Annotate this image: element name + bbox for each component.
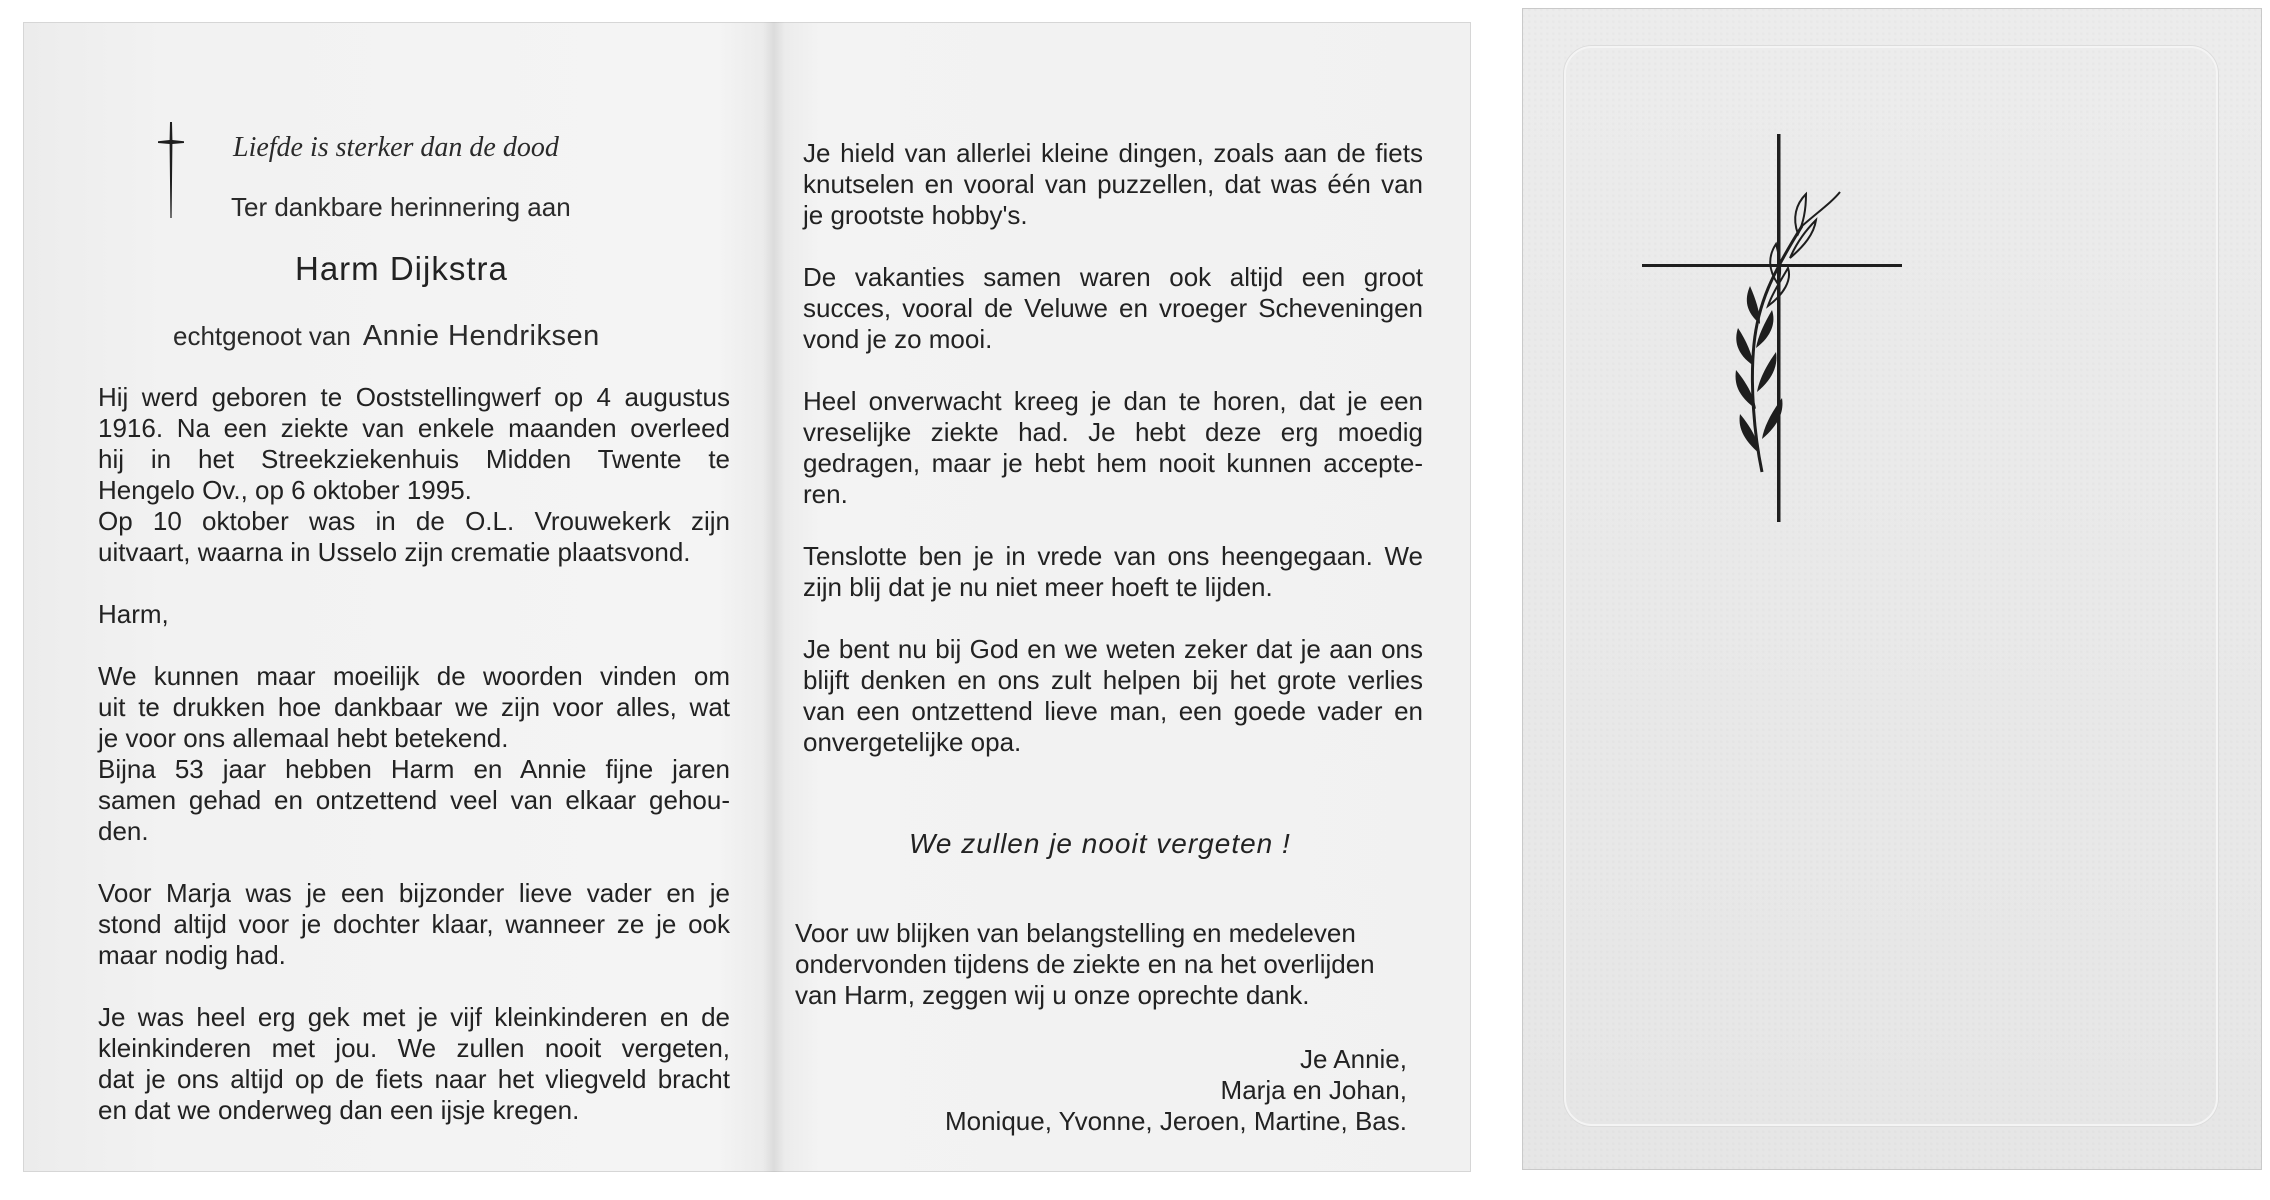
text-line: vreselijke ziekte had. Je hebt deze erg moedig: [803, 417, 1423, 447]
text-line: knutselen en vooral van puzzellen, dat was één van: [803, 169, 1423, 199]
text-line: Voor Marja was je een bijzonder lieve vader en je: [98, 878, 730, 908]
text-line: den.: [98, 816, 149, 846]
paragraph: [98, 1002, 730, 1126]
spouse-label: echtgenoot van: [173, 321, 351, 351]
signature-line: Je Annie,: [1300, 1044, 1407, 1074]
text-line: van een ontzettend lieve man, een goede vader en: [803, 696, 1423, 726]
text-line: gedragen, maar je hebt hem nooit kunnen accepte-: [803, 448, 1423, 478]
paragraph: [803, 262, 1423, 355]
text-line: hij in het Streekziekenhuis Midden Twente te: [98, 444, 730, 474]
text-line: Hij werd geboren te Ooststellingwerf op 4 augustus: [98, 382, 730, 412]
text-line: Hengelo Ov., op 6 oktober 1995.: [98, 475, 472, 505]
text-line: blijft denken en ons zult helpen bij het grote verlies: [803, 665, 1423, 695]
text-line: Je was heel erg gek met je vijf kleinkinderen en de: [98, 1002, 730, 1032]
text-line: je grootste hobby's.: [803, 200, 1028, 230]
text-line: We kunnen maar moeilijk de woorden vinden om: [98, 661, 730, 691]
text-line: Bijna 53 jaar hebben Harm en Annie fijne jaren: [98, 754, 730, 784]
paragraph: [803, 138, 1423, 231]
paragraph: [98, 878, 730, 971]
text-line: Je bent nu bij God en we weten zeker dat je aan ons: [803, 634, 1423, 664]
signature-line: Monique, Yvonne, Jeroen, Martine, Bas.: [944, 1106, 1407, 1136]
text-line: samen gehad en ontzettend veel van elkaar gehou-: [98, 785, 730, 815]
text-line: Tenslotte ben je in vrede van ons heengegaan. We: [803, 541, 1423, 571]
center-fold: [763, 22, 785, 1172]
text-line: 1916. Na een ziekte van enkele maanden overleed: [98, 413, 730, 443]
text-line: Heel onverwacht kreeg je dan te horen, dat je een: [803, 386, 1423, 416]
text-line: Je hield van allerlei kleine dingen, zoals aan de fiets: [803, 138, 1423, 168]
signature-line: Marja en Johan,: [1220, 1075, 1407, 1105]
text-line: je voor ons allemaal hebt betekend.: [98, 723, 509, 753]
text-line: van Harm, zeggen wij u onze oprechte dank.: [795, 980, 1310, 1010]
paragraph: [803, 634, 1423, 758]
latin-cross-icon: [151, 122, 191, 218]
text-line: zijn blij dat je nu niet meer hoeft te lijden.: [803, 572, 1273, 602]
text-line: uitvaart, waarna in Usselo zijn crematie plaatsvond.: [98, 537, 691, 567]
text-line: stond altijd voor je dochter klaar, wanneer ze je ook: [98, 909, 730, 939]
text-line: De vakanties samen waren ook altijd een groot: [803, 262, 1423, 292]
right-inner-page: [785, 22, 1471, 1172]
text-line: succes, vooral de Veluwe en vroeger Scheveningen: [803, 293, 1423, 323]
spouse-line: [173, 320, 600, 353]
memorial-card-front-cover: [1522, 8, 2262, 1170]
text-line: ondervonden tijdens de ziekte en na het overlijden: [795, 949, 1375, 979]
biography-text: [98, 382, 730, 1157]
cross-with-olive-branch-icon: [1642, 134, 1902, 522]
family-signature: [945, 1044, 1407, 1137]
text-line: vond je zo mooi.: [803, 324, 993, 354]
text-line: Op 10 oktober was in de O.L. Vrouwekerk zijn: [98, 506, 730, 536]
text-line: ren.: [803, 479, 848, 509]
text-line: maar nodig had.: [98, 940, 286, 970]
paragraph: [98, 382, 730, 568]
paragraph: [803, 541, 1423, 603]
motto: Liefde is sterker dan de dood: [233, 132, 559, 163]
paragraph: [98, 599, 730, 630]
left-inner-page: [23, 22, 763, 1172]
text-line: kleinkinderen met jou. We zullen nooit vergeten,: [98, 1033, 730, 1063]
text-line: Voor uw blijken van belangstelling en medeleven: [795, 918, 1356, 948]
closing-phrase: We zullen je nooit vergeten !: [909, 828, 1291, 859]
dedication-line: Ter dankbare herinnering aan: [231, 192, 571, 222]
text-line: onvergetelijke opa.: [803, 727, 1022, 757]
spouse-name: Annie Hendriksen: [362, 320, 600, 352]
thanks-text: [795, 918, 1421, 1011]
text-line: uit te drukken hoe dankbaar we zijn voor alles, wat: [98, 692, 730, 722]
paragraph: [803, 386, 1423, 510]
memories-text: [803, 138, 1423, 789]
text-line: en dat we onderweg dan een ijsje kregen.: [98, 1095, 580, 1125]
text-line: Harm,: [98, 599, 169, 629]
deceased-name: Harm Dijkstra: [295, 250, 508, 287]
memorial-card-inside: [23, 22, 1471, 1172]
text-line: dat je ons altijd op de fiets naar het vliegveld bracht: [98, 1064, 730, 1094]
paragraph: [98, 661, 730, 847]
